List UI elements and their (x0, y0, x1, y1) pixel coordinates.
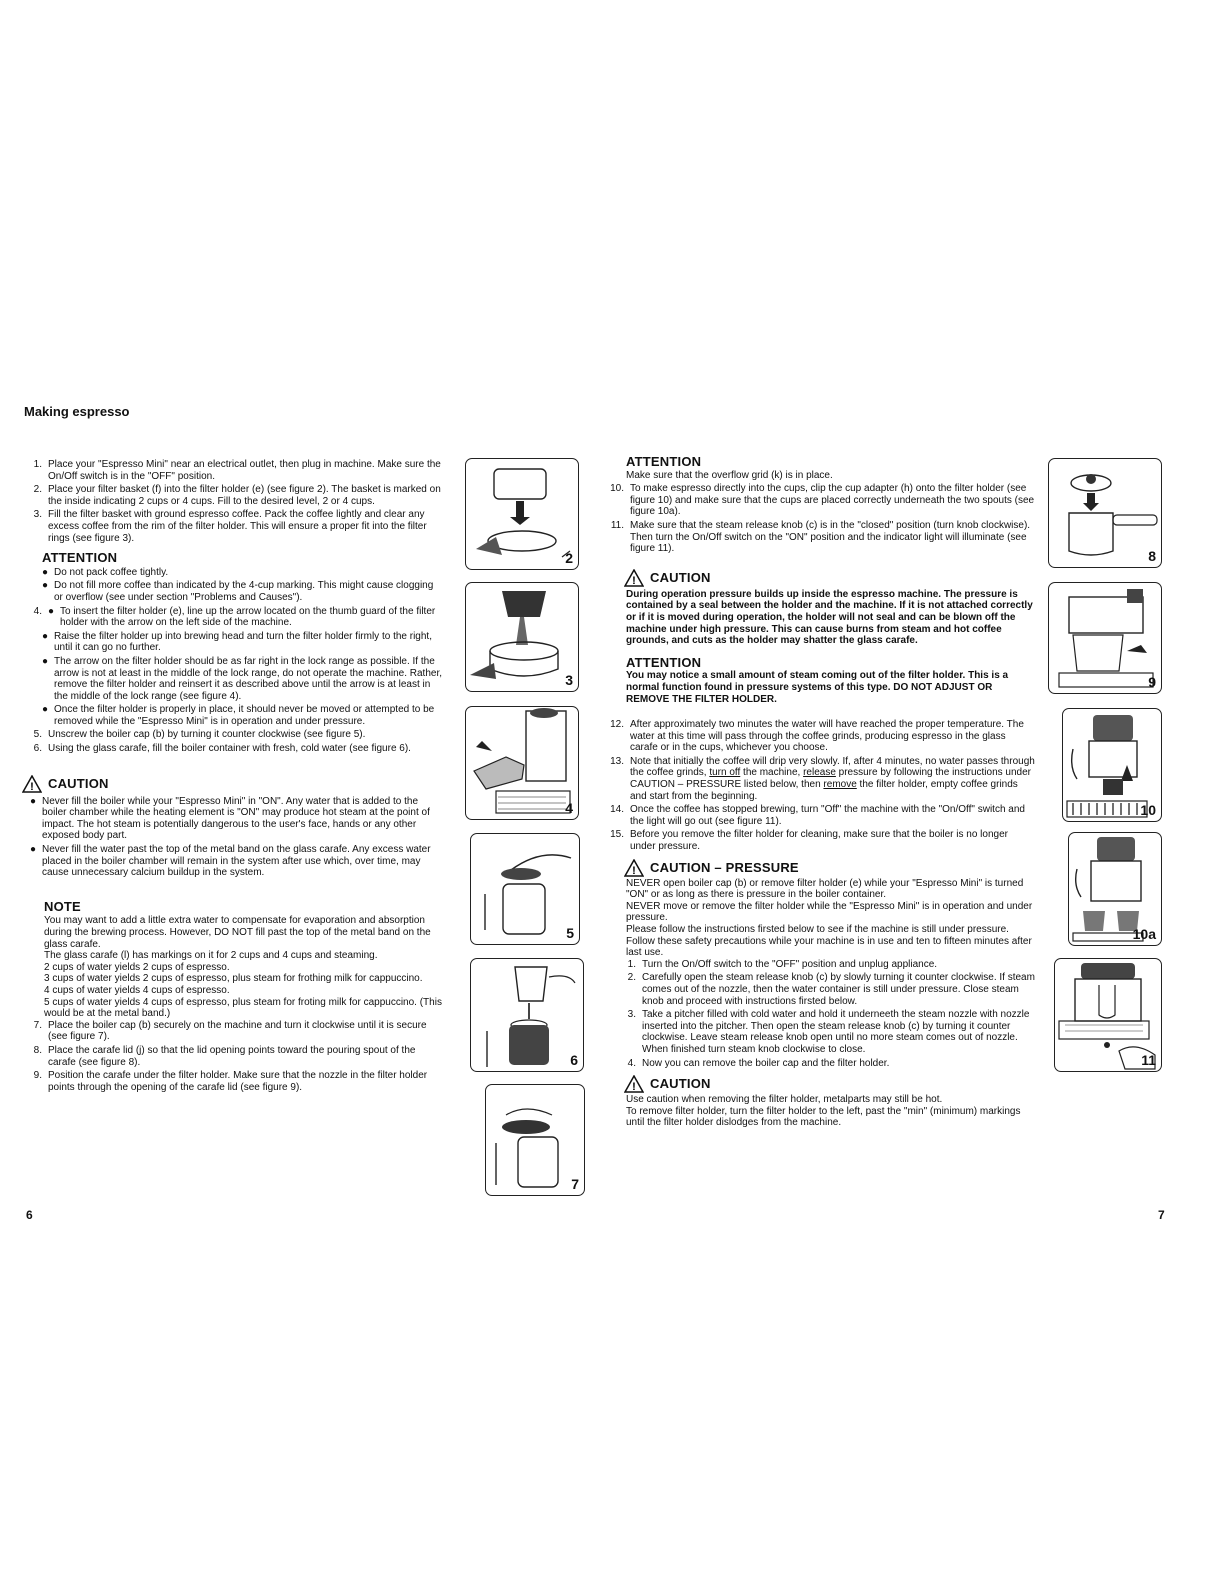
figure-7 (485, 1084, 585, 1196)
bullet-item: ● Do not pack coffee tightly. (42, 566, 169, 578)
figure-10a (1068, 832, 1162, 946)
figure-10 (1062, 708, 1162, 822)
bullet-item: ● Never fill the boiler while your "Espresso Mini" in "ON". Any water that is added to the boiler chamber while the heating element is "ON" may produce hot steam at the point of impact. The hot steam is potentially dangerous to the user's face, hands or any other exposed body part. (30, 795, 430, 842)
caution-heading: CAUTION (650, 1076, 711, 1092)
bullet-item: ● Never fill the water past the top of the metal band on the glass carafe. Any excess water placed in the boiler chamber will remain in the system after use which, over time, may cause unnecessary calcium buildup in the system. (30, 844, 431, 879)
fill-coffee-illustration (466, 583, 578, 691)
left-column (22, 459, 444, 1095)
list-item: 9. Position the carafe under the filter holder. Make sure that the nozzle in the filter holder points through the opening of the carafe lid (see figure 9). (33, 1070, 428, 1093)
figure-11 (1054, 958, 1162, 1072)
fill-water-illustration (471, 959, 583, 1071)
figure-3 (465, 582, 579, 692)
caution-heading-row (624, 1075, 1036, 1093)
pressure-steps (622, 959, 1036, 1069)
caution-text: Use caution when removing the filter holder, metalparts may still be hot. To remove filter holder, turn the filter holder to the left, past the "min" (minimum) markings until the filter holder dislodges from the machine. (626, 1094, 1021, 1129)
section-title: Making espresso (24, 404, 130, 419)
list-item: 10. To make espresso directly into the cups, clip the cup adapter (h) onto the filter holder (see figure 10) and make sure that the cups are placed correctly underneath the two spouts (see figure 10a). (610, 483, 1035, 518)
attention-heading: ATTENTION (626, 454, 702, 469)
carafe-lid-illustration (1049, 459, 1161, 567)
figure-number: 4 (565, 800, 573, 816)
list-item: 1. Place your "Espresso Mini" near an electrical outlet, then plug in machine. Make sure the On/Off switch is in the "OFF" position. (33, 459, 441, 482)
list-item: 8. Place the carafe lid (j) so that the lid opening points toward the pouring spout of the carafe (see figure 8). (33, 1044, 416, 1068)
bullet-item: ● Once the filter holder is properly in place, it should never be moved or attempted to be removed while the "Espresso Mini" is in operation and under pressure. (42, 704, 435, 727)
step4-bullets (22, 631, 444, 728)
bullet-icon: ● (30, 795, 37, 807)
unscrew-cap-illustration (471, 834, 579, 944)
figure-number: 11 (1141, 1052, 1156, 1068)
figure-number: 7 (571, 1176, 579, 1192)
list-item: 2. Carefully open the steam release knob (c) by slowly turning it counter clockwise. If steam comes out of the nozzle, then the water container is still under pressure. Close steam knob and proceed with instructions firsted below. (627, 972, 1035, 1007)
warning-icon (624, 569, 644, 587)
caution-pressure-text: NEVER open boiler cap (b) or remove filter holder (e) while your "Espresso Mini" is turned "ON" or as long as there is pressure in the boiler container. NEVER move or remove the filter holder while the "Espresso Mini" is in operation and under pressure. Please follow the instructions firsted below to see if the machine is still under pressure. Follow these safety precautions while your machine is in use and ten to fifteen minutes after last use. (626, 877, 1033, 959)
figure-8 (1048, 458, 1162, 568)
figure-number: 3 (565, 672, 573, 688)
figure-number: 5 (566, 925, 574, 941)
svg-text:!: ! (632, 1081, 636, 1094)
figure-number: 10a (1132, 926, 1156, 942)
page-number-left: 6 (26, 1208, 33, 1222)
figure-6 (470, 958, 584, 1072)
figure-number: 9 (1148, 674, 1156, 690)
list-item: 13. Note that initially the coffee will drip very slowly. If, after 4 minutes, no water passes through the coffee grinds, turn off the machine, release pressure by following the instructions under CAUTION – PRESSURE listed below, then remove the filter holder, empty coffee grinds and start from the beginning. (610, 755, 1035, 802)
caution-heading-row (624, 569, 1036, 587)
bullet-icon: ● (42, 580, 49, 592)
attention-heading: ATTENTION (42, 550, 118, 566)
list-item: 3. Take a pitcher filled with cold water and hold it underneeth the steam nozzle with nozzle inserted into the pitcher. Then open the steam release knob (c) by turning it counter clockwise. Leave steam release knob open until no more steam comes out of nozzle. When finished turn steam knob clockwise to close. (627, 1009, 1030, 1055)
list-item: 12. After approximately two minutes the water will have reached the proper temperature. The water at this time will pass through the coffee grinds, producing espresso in the glass carafe or in the cups, whichever you choose. (610, 719, 1024, 754)
position-carafe-illustration (1049, 583, 1161, 693)
figure-9 (1048, 582, 1162, 694)
caution-heading: CAUTION (48, 775, 109, 791)
list-item: 3. Fill the filter basket with ground espresso coffee. Pack the coffee lightly and clear any excess coffee from the rim of the filter holder. This will ensure a proper fit into the filter rings (see figure 3). (33, 509, 427, 544)
figure-4 (465, 706, 579, 820)
secure-cap-illustration (486, 1085, 584, 1195)
attention-text: You may notice a small amount of steam coming out of the filter holder. This is a normal function found in pressure systems of this type. DO NOT ADJUST OR REMOVE THE FILTER HOLDER. (626, 670, 1009, 705)
figure-number: 8 (1148, 548, 1156, 564)
list-item: 5. Unscrew the boiler cap (b) by turning it counter clockwise (see figure 5). (33, 729, 366, 741)
list-item: 14. Once the coffee has stopped brewing, turn "Off" the machine with the "On/Off" switch and the light will go out (see figure 11). (610, 804, 1025, 827)
note-heading: NOTE (44, 898, 81, 914)
caution-heading: CAUTION (650, 569, 711, 585)
caution-text: During operation pressure builds up inside the espresso machine. The pressure is contained by a seal between the holder and the machine. If it is not attached correctly or if it is moved during operation, the holder will not seal and can be blown off the machine under high pressure. This can cause burns from steam and hot coffee grounds, and cuts as the holder may shatter the glass carafe. (626, 588, 1033, 647)
svg-text:!: ! (632, 864, 636, 877)
figure-number: 10 (1140, 802, 1156, 818)
figure-5 (470, 833, 580, 945)
svg-text:!: ! (30, 780, 34, 793)
attention-text: Make sure that the overflow grid (k) is in place. (626, 469, 833, 481)
bullet-icon: ● (42, 704, 49, 716)
attention-bullets (22, 567, 444, 604)
caution-heading-row (22, 775, 444, 793)
list-item: 7. Place the boiler cap (b) securely on the machine and turn it clockwise until it is secure (see figure 7). (33, 1019, 427, 1043)
list-item: 15. Before you remove the filter holder for cleaning, make sure that the boiler is no longer under pressure. (610, 829, 1008, 853)
caution-pressure-heading-row (624, 859, 1036, 877)
list-item: 6. Using the glass carafe, fill the boiler container with fresh, cold water (see figure 6). (33, 743, 411, 755)
bullet-item: ● The arrow on the filter holder should be as far right in the lock range as possible. If the arrow is not at least in the middle of the lock range, do not operate the machine. Rather, remove the filter holder and reinsert it as described above until the arrow is at least in the middle of the lock range (see figure 4). (42, 655, 443, 702)
list-item: 1. Turn the On/Off switch to the "OFF" position and unplug appliance. (627, 958, 938, 970)
bullet-item: ● Raise the filter holder up into brewing head and turn the filter holder firmly to the right, until it can go no further. (42, 630, 432, 654)
warning-icon (22, 775, 42, 793)
bullet-icon: ● (42, 655, 49, 667)
warning-icon (624, 1075, 644, 1093)
warning-icon (624, 859, 644, 877)
list-item: 11. Make sure that the steam release knob (c) is in the "closed" position (turn knob clockwise). Then turn the On/Off switch on the "ON" position and the indicator light will illuminate (see figure 11). (610, 519, 1031, 555)
bullet-icon: ● (48, 605, 55, 617)
steps-1-3 (22, 459, 444, 544)
figure-number: 2 (565, 550, 573, 566)
caution-bullets (22, 796, 444, 879)
figure-number: 6 (570, 1052, 578, 1068)
bullet-item: ● Do not fill more coffee than indicated by the 4-cup marking. This might cause clogging or overflow (see under section "Problems and Causes"). (42, 580, 434, 603)
right-column (604, 456, 1036, 1129)
bullet-icon: ● (42, 630, 49, 642)
page-number-right: 7 (1158, 1208, 1165, 1222)
list-item: 4. Now you can remove the boiler cap and the filter holder. (627, 1057, 890, 1069)
note-text: You may want to add a little extra water to compensate for evaporation and absorption during the brewing process. However, DO NOT fill past the top of the metal band on the glass carafe. The glass carafe (l) has markings on it for 2 cups and 4 cups and steaming. 2 cups of water yields 2 cups of espresso. 3 cups of water yields 2 cups of espresso, plus steam for frothing milk for cappuccino. 4 cups of water yields 4 cups of espresso. 5 cups of water yields 4 cups of espresso, plus steam for froting milk for cappuccino. (This would be at the metal band.) (44, 915, 442, 1020)
steps-7-9 (22, 1020, 444, 1094)
attention-heading: ATTENTION (626, 654, 702, 670)
figure-2 (465, 458, 579, 570)
caution-pressure-heading: CAUTION – PRESSURE (650, 859, 799, 875)
filter-basket-illustration (466, 459, 578, 569)
bullet-icon: ● (42, 566, 49, 578)
list-item: 4. ● To insert the filter holder (e), line up the arrow located on the thumb guard of the filter holder with the arrow on the left side of the machine. (33, 605, 436, 629)
list-item: 2. Place your filter basket (f) into the filter holder (e) (see figure 2). The basket is marked on the inside indicating 2 cups or 4 cups. Fill to the desired level, 2 or 4 cups. (33, 484, 441, 507)
svg-text:!: ! (632, 574, 636, 587)
insert-holder-illustration (466, 707, 578, 819)
bullet-icon: ● (30, 844, 37, 856)
